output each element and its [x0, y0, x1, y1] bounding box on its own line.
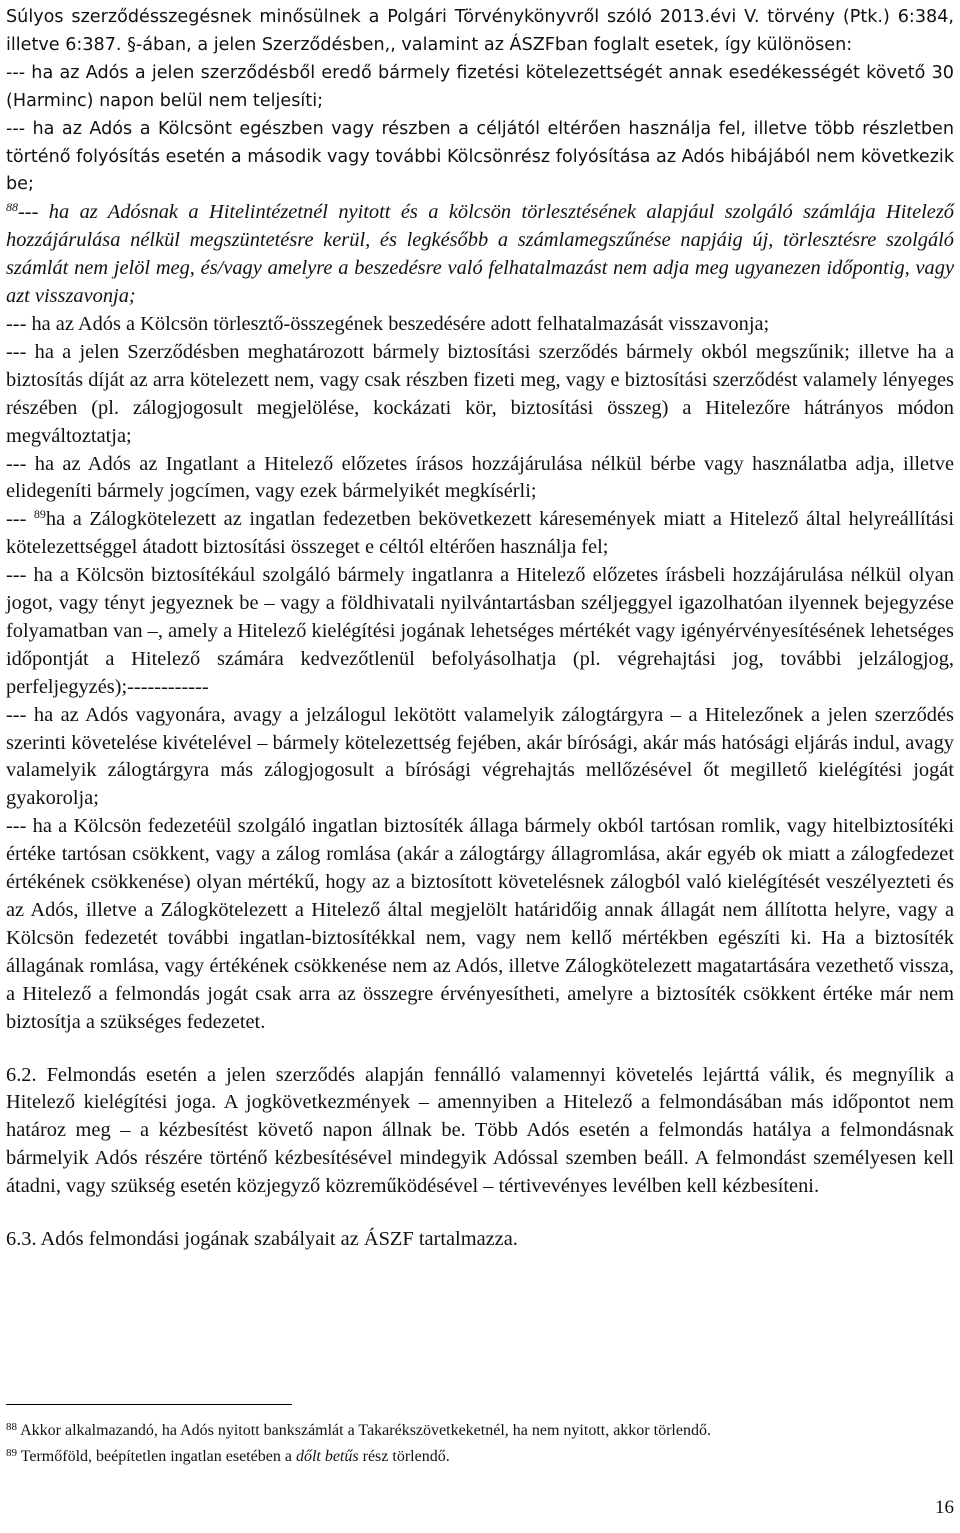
termination-item-payment: --- ha az Adós a jelen szerződésből eredő bármely fizetési kötelezettségét annak esedékességét követő 30 (Harminc) napon belül nem teljesíti;	[6, 62, 954, 111]
document-page	[6, 4, 954, 1254]
footnote-ref-89[interactable]: 89	[33, 507, 46, 522]
termination-item-encumbrance: --- ha a Kölcsön biztosítékául szolgáló bármely ingatlanra a Hitelező előzetes írásbeli hozzájárulása nélkül olyan jogot, vagy tényt jegyeznek be – vagy a földhivatali nyilvántartásban széljeggyel igazolhatóan ilyennek bejegyzése folyamatban van –, amely a Hitelező kielégítési jogának lehetséges mértékét vagy igényérvényesítésének lehetséges időpontját a Hitelező számára kedvezőtlenül befolyásolhatja (pl. végrehajtási jog, további jelzálogjog, perfeljegyzés);------------	[6, 564, 954, 698]
termination-item-insurance-proceeds: --- $^{89}$ha a Zálogkötelezett az ingatlan fedezetben bekövetkezett káresemények miatt a Hitelező által helyreállítási kötelezettséggel átadott biztosítási összeget e céltól eltérően használja fel;	[6, 507, 954, 559]
italic-phrase: dőlt betűs	[295, 1448, 359, 1465]
termination-item-property-lease: --- ha az Adós az Ingatlant a Hitelező előzetes írásos hozzájárulása nélkül bérbe vagy használatba adja, illetve elidegeníti bármely jogcímen, vagy ezek bármelyikét megkísérli;	[6, 452, 954, 503]
footnote-number: 89	[6, 1447, 17, 1459]
intro-line-1: Súlyos szerződésszegésnek minősülnek a Polgári Törvénykönyvről szóló 2013.évi V. törvény	[6, 7, 835, 27]
spacer	[6, 1201, 954, 1226]
termination-item-collateral-deterioration: --- ha a Kölcsön fedezetéül szolgáló ingatlan biztosíték állaga bármely okból tartósan romlik, vagy hitelbiztosítéki értéke tartósan csökkent, vagy a zálog romlása (akár a zálogtárgy állagromlása, akár egyéb ok miatt a zálogfedezet értékének csökkenése) olyan mértékű, hogy az a biztosított követelésnek zálogból való kielégítését veszélyezteti és az Adós, illetve a Zálogkötelezett a Hitelező által megjelölt határidőig annak állagát nem állította helyre, vagy a Kölcsön fedezetét további ingatlan-biztosítékkal nem, vagy nem kellő mértékben egészíti ki. Ha a biztosíték állagának romlása, vagy értékének csökkenése nem az Adós, illetve Zálogkötelezett magatartására vezethető vissza, a Hitelező a felmondás jogát csak arra az összegre érvényesítheti, amelyre a biztosíték csökkent értéke már nem biztosítja a szükséges fedezetet.	[6, 815, 954, 1033]
spacer	[6, 1037, 954, 1062]
termination-item-insurance-proceeds-text: ha a Zálogkötelezett az ingatlan fedezetben bekövetkezett káresemények miatt a Hitelező által helyreállítási kötelezettséggel átadott biztosítási összeget e céltól eltérően használja fel;	[6, 508, 954, 559]
page-number: 16	[935, 1497, 954, 1518]
footnote-number: 88	[6, 1421, 17, 1433]
intro-line-2: (Ptk.) 6:384, illetve 6:387. §-ában, a jelen Szerződésben,, valamint az ÁSZFban foglalt esetek, így különösen:	[6, 7, 955, 55]
footnote-text: Akkor alkalmazandó, ha Adós nyitott bankszámlát a Takarékszövetkeketnél, ha nem nyitott, akkor törlendő.	[20, 1422, 711, 1439]
termination-item-account	[6, 199, 954, 311]
termination-item-account-text: --- ha az Adósnak a Hitelintézetnél nyitott és a kölcsön törlesztésének alapjául szolgáló számlája Hitelező hozzájárulása nélkül megszüntetésre kerül, és legkésőbb a számlamegszűnése napjáig új, törlesztésre szolgáló számlát nem jelöl meg, és/vagy amelyre a beszedésre való felhatalmazást nem adja meg ugyanezen időpontig, vagy azt visszavonja;	[6, 201, 954, 308]
footnote-88	[6, 1418, 946, 1444]
termination-item-direct-debit: --- ha az Adós a Kölcsön törlesztő-összegének beszedésére adott felhatalmazását visszavonja;	[6, 312, 770, 335]
footnote-separator	[6, 1404, 292, 1405]
footnotes	[6, 1418, 946, 1470]
intro-paragraph	[6, 4, 954, 60]
termination-item-loan-use: --- ha az Adós a Kölcsönt egészben vagy részben a céljától eltérően használja fel, illetve több részletben történő folyósítás esetén a második vagy további Kölcsönrész folyósítása az Adós hibájából nem következik be;	[6, 118, 955, 195]
section-6-2: 6.2. Felmondás esetén a jelen szerződés alapján fennálló valamennyi követelés lejárttá válik, és megnyílik a Hitelező kielégítési joga. A jogkövetkezmények – amennyiben a Hitelező a felmondásában más időpontot nem határoz meg – a kézbesítést követő napon állnak be. Több Adós esetén a felmondás hatálya a felmondásnak bármelyik Adós részére történő kézbesítésével mindegyik Adóssal szemben beáll. A felmondást személyesen kell átadni, vagy szükség esetén közjegyző közreműködésével – tértivevényes levélben kell kézbesíteni.	[6, 1063, 954, 1198]
termination-item-insurance: --- ha a jelen Szerződésben meghatározott bármely biztosítási szerződés bármely okból megszűnik; illetve ha a biztosítás díját az arra kötelezett nem, vagy csak részben fizeti meg, vagy e biztosítási szerződést valamely lényeges részében (pl. zálogjogosult megjelölése, kockázati kör, biztosítási összeg) a Hitelezőre hátrányos módon megváltoztatja;	[6, 340, 954, 447]
footnote-ref-88[interactable]: 88	[6, 200, 18, 215]
footnote-89: $^{89}$ Termőföld, beépítetlen ingatlan esetében a dőlt betűs rész törlendő.	[6, 1447, 450, 1465]
termination-item-enforcement: --- ha az Adós vagyonára, avagy a jelzálogul lekötött valamelyik zálogtárgyra – a Hitelezőnek a jelen szerződés szerinti követelése kivételével – bármely kötelezettség fejében, akár bírósági, akár más hatósági eljárás indul, avagy valamelyik zálogtárgyra más zálogjogosult a bírósági végrehajtás mellőzésével őt megillető kielégítési jogát gyakorolja;	[6, 703, 954, 810]
section-6-3: 6.3. Adós felmondási jogának szabályait az ÁSZF tartalmazza.	[6, 1228, 518, 1251]
